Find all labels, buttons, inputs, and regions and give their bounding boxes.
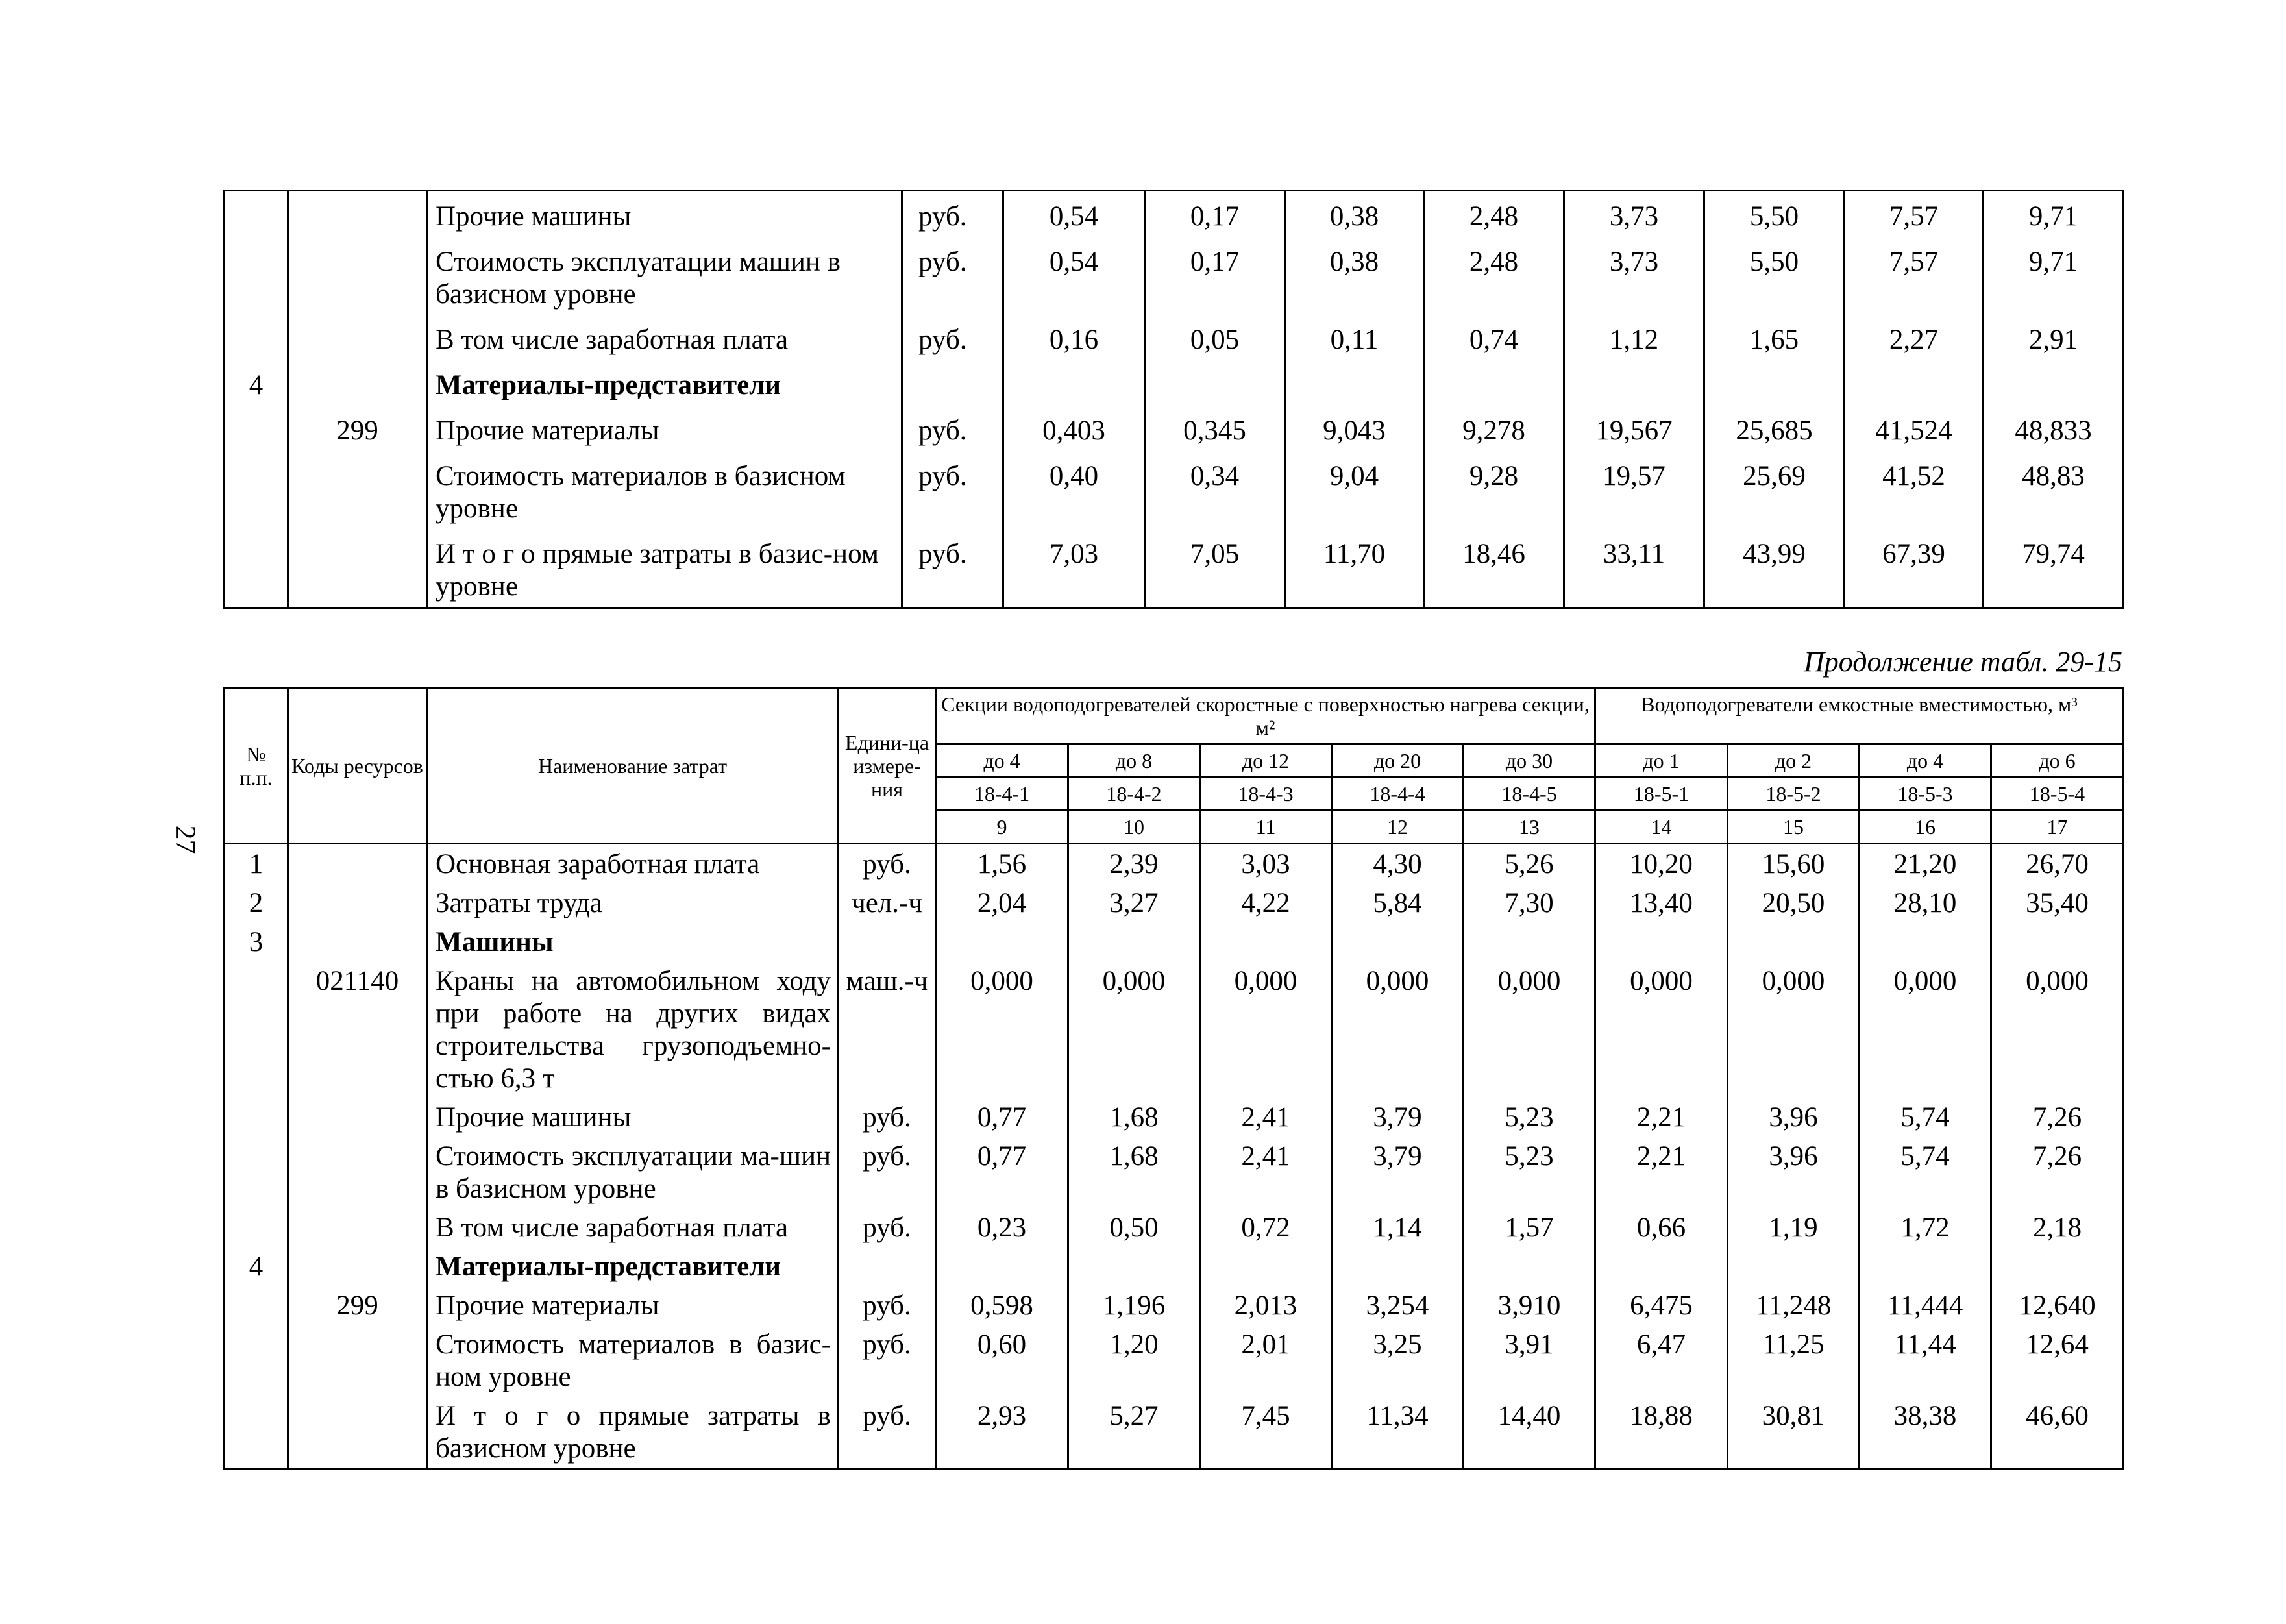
row-value: 0,54	[1003, 237, 1145, 315]
row-value: 5,74	[1860, 1137, 1991, 1208]
header-code: 18-5-1	[1595, 778, 1728, 811]
row-name-bold: Машины	[436, 927, 554, 957]
row-name: И т о г о прямые затраты в базисном уровне	[427, 1396, 839, 1469]
row-unit: руб.	[839, 1286, 936, 1325]
row-code	[288, 1098, 427, 1137]
header-col-number: 17	[1991, 811, 2124, 844]
row-value: 1,20	[1068, 1325, 1200, 1396]
row-value: 7,30	[1464, 883, 1595, 922]
row-value	[1068, 1247, 1200, 1286]
row-value	[1595, 922, 1728, 961]
row-name: Основная заработная плата	[427, 844, 839, 884]
row-unit: руб.	[839, 1325, 936, 1396]
row-unit: руб.	[902, 451, 1003, 529]
row-num: 4	[225, 1247, 288, 1286]
row-value	[1595, 1247, 1728, 1286]
row-value	[1860, 922, 1991, 961]
row-value: 0,11	[1285, 315, 1424, 360]
row-value: 5,84	[1332, 883, 1464, 922]
row-value: 43,99	[1704, 529, 1845, 608]
row-value	[1332, 922, 1464, 961]
row-value: 0,54	[1003, 191, 1145, 238]
row-value: 13,40	[1595, 883, 1728, 922]
header-col-number: 11	[1200, 811, 1332, 844]
page-number: 27	[169, 825, 202, 854]
row-value: 20,50	[1728, 883, 1860, 922]
row-value: 2,48	[1424, 237, 1564, 315]
table-row	[225, 1247, 2124, 1286]
row-num: 1	[225, 844, 288, 884]
row-unit: маш.-ч	[839, 961, 936, 1098]
row-value: 0,17	[1145, 191, 1285, 238]
header-col-number: 10	[1068, 811, 1200, 844]
table-row	[225, 1137, 2124, 1208]
row-value: 0,77	[936, 1098, 1068, 1137]
row-name-bold: Материалы-представители	[436, 370, 781, 400]
row-num	[225, 1286, 288, 1325]
row-value: 48,83	[1984, 451, 2124, 529]
row-value: 2,41	[1200, 1098, 1332, 1137]
header-codes: Коды ресурсов	[288, 688, 427, 844]
bottom-table	[223, 687, 2124, 1470]
row-name: Прочие материалы	[427, 1286, 839, 1325]
row-value	[1728, 1247, 1860, 1286]
row-num	[225, 1325, 288, 1396]
row-name: Прочие машины	[427, 1098, 839, 1137]
row-value: 0,38	[1285, 237, 1424, 315]
row-value: 2,21	[1595, 1098, 1728, 1137]
row-value	[1991, 1247, 2124, 1286]
row-code	[288, 883, 427, 922]
row-value: 5,27	[1068, 1396, 1200, 1469]
row-value: 33,11	[1564, 529, 1704, 608]
row-value: 6,47	[1595, 1325, 1728, 1396]
row-code	[288, 922, 427, 961]
row-num	[225, 961, 288, 1098]
row-value: 3,79	[1332, 1137, 1464, 1208]
row-value: 14,40	[1464, 1396, 1595, 1469]
row-value: 10,20	[1595, 844, 1728, 884]
row-value: 5,26	[1464, 844, 1595, 884]
row-value	[1200, 1247, 1332, 1286]
table-row	[225, 237, 2124, 315]
row-value: 3,25	[1332, 1325, 1464, 1396]
row-value: 11,34	[1332, 1396, 1464, 1469]
row-value: 0,000	[1728, 961, 1860, 1098]
row-value: 0,000	[936, 961, 1068, 1098]
header-size: до 6	[1991, 744, 2124, 778]
table-row	[225, 1098, 2124, 1137]
row-value: 3,73	[1564, 237, 1704, 315]
header-num: № п.п.	[225, 688, 288, 844]
row-value: 7,05	[1145, 529, 1285, 608]
row-num	[225, 315, 288, 360]
header-name: Наименование затрат	[427, 688, 839, 844]
row-value	[1200, 922, 1332, 961]
row-value: 3,79	[1332, 1098, 1464, 1137]
row-value: 0,72	[1200, 1208, 1332, 1247]
row-name: Прочие материалы	[427, 406, 902, 451]
row-value: 38,38	[1860, 1396, 1991, 1469]
row-code	[288, 529, 427, 608]
row-value: 0,38	[1285, 191, 1424, 238]
row-num	[225, 1396, 288, 1469]
row-value: 41,52	[1845, 451, 1984, 529]
header-code: 18-4-5	[1464, 778, 1595, 811]
row-code: 299	[288, 406, 427, 451]
row-unit: руб.	[839, 1137, 936, 1208]
row-code	[288, 315, 427, 360]
row-value: 1,56	[936, 844, 1068, 884]
row-value: 2,18	[1991, 1208, 2124, 1247]
row-value: 2,04	[936, 883, 1068, 922]
row-value: 9,278	[1424, 406, 1564, 451]
row-unit: руб.	[839, 1098, 936, 1137]
table-row	[225, 529, 2124, 608]
header-group-tanks: Водоподогреватели емкостные вместимостью, м³	[1595, 688, 2124, 744]
header-code: 18-4-1	[936, 778, 1068, 811]
row-unit: руб.	[902, 237, 1003, 315]
row-value: 15,60	[1728, 844, 1860, 884]
header-size: до 4	[1860, 744, 1991, 778]
row-code	[288, 1247, 427, 1286]
row-code: 021140	[288, 961, 427, 1098]
row-value: 7,26	[1991, 1098, 2124, 1137]
row-code	[288, 844, 427, 884]
row-code	[288, 1325, 427, 1396]
row-value	[1003, 360, 1145, 406]
row-value: 19,57	[1564, 451, 1704, 529]
row-value: 5,23	[1464, 1137, 1595, 1208]
row-value: 19,567	[1564, 406, 1704, 451]
row-value: 0,16	[1003, 315, 1145, 360]
row-value	[1464, 922, 1595, 961]
header-col-number: 16	[1860, 811, 1991, 844]
row-unit: руб.	[839, 1396, 936, 1469]
header-col-number: 12	[1332, 811, 1464, 844]
row-value: 46,60	[1991, 1396, 2124, 1469]
row-value: 2,48	[1424, 191, 1564, 238]
row-unit: руб.	[902, 529, 1003, 608]
row-value: 3,73	[1564, 191, 1704, 238]
row-value	[1984, 360, 2124, 406]
row-value	[1564, 360, 1704, 406]
row-value: 3,27	[1068, 883, 1200, 922]
row-value: 7,57	[1845, 191, 1984, 238]
table-row	[225, 883, 2124, 922]
header-group-sections: Секции водоподогревателей скоростные с поверхностью нагрева секции, м²	[936, 688, 1595, 744]
row-value: 3,03	[1200, 844, 1332, 884]
row-name: В том числе заработная плата	[427, 1208, 839, 1247]
row-num	[225, 1098, 288, 1137]
row-code	[288, 451, 427, 529]
row-code: 299	[288, 1286, 427, 1325]
table-row	[225, 406, 2124, 451]
table-row	[225, 1208, 2124, 1247]
row-value	[1464, 1247, 1595, 1286]
header-size: до 1	[1595, 744, 1728, 778]
row-num	[225, 1208, 288, 1247]
row-num	[225, 529, 288, 608]
row-name	[427, 1247, 839, 1286]
row-value: 0,34	[1145, 451, 1285, 529]
row-value: 2,01	[1200, 1325, 1332, 1396]
row-unit: руб.	[902, 315, 1003, 360]
header-col-number: 13	[1464, 811, 1595, 844]
row-value	[936, 922, 1068, 961]
row-value: 5,50	[1704, 191, 1845, 238]
table-row	[225, 844, 2124, 884]
row-value: 2,27	[1845, 315, 1984, 360]
row-value: 7,26	[1991, 1137, 2124, 1208]
row-value: 2,93	[936, 1396, 1068, 1469]
row-value	[1704, 360, 1845, 406]
row-value: 48,833	[1984, 406, 2124, 451]
row-value: 0,000	[1860, 961, 1991, 1098]
row-value: 9,71	[1984, 191, 2124, 238]
row-value: 0,598	[936, 1286, 1068, 1325]
table-row	[225, 1396, 2124, 1469]
row-value: 1,196	[1068, 1286, 1200, 1325]
row-value: 1,72	[1860, 1208, 1991, 1247]
row-unit: руб.	[902, 406, 1003, 451]
row-value: 1,12	[1564, 315, 1704, 360]
row-unit	[902, 360, 1003, 406]
header-code: 18-5-3	[1860, 778, 1991, 811]
row-value: 1,19	[1728, 1208, 1860, 1247]
row-value: 0,000	[1991, 961, 2124, 1098]
table-row	[225, 922, 2124, 961]
row-value	[1845, 360, 1984, 406]
row-value: 26,70	[1991, 844, 2124, 884]
row-value: 0,23	[936, 1208, 1068, 1247]
row-value: 67,39	[1845, 529, 1984, 608]
row-value: 9,04	[1285, 451, 1424, 529]
row-value: 0,77	[936, 1137, 1068, 1208]
row-value: 11,25	[1728, 1325, 1860, 1396]
row-value: 7,45	[1200, 1396, 1332, 1469]
header-size: до 8	[1068, 744, 1200, 778]
row-name: Краны на автомобильном ходу при работе на других видах строительства грузоподъемно-стью 6,3 т	[427, 961, 839, 1098]
row-name: Стоимость материалов в базис-ном уровне	[427, 1325, 839, 1396]
bottom-table-body	[225, 844, 2124, 1469]
row-num: 4	[225, 360, 288, 406]
row-value: 0,74	[1424, 315, 1564, 360]
header-col-number: 9	[936, 811, 1068, 844]
row-value: 0,345	[1145, 406, 1285, 451]
row-value: 0,403	[1003, 406, 1145, 451]
header-code: 18-4-3	[1200, 778, 1332, 811]
row-value	[1332, 1247, 1464, 1286]
row-code	[288, 1208, 427, 1247]
row-value	[1068, 922, 1200, 961]
row-value: 30,81	[1728, 1396, 1860, 1469]
row-value: 0,000	[1332, 961, 1464, 1098]
row-value	[1285, 360, 1424, 406]
row-name	[427, 360, 902, 406]
row-value: 5,23	[1464, 1098, 1595, 1137]
header-code: 18-4-2	[1068, 778, 1200, 811]
row-value	[1991, 922, 2124, 961]
row-value: 0,60	[936, 1325, 1068, 1396]
row-num	[225, 1137, 288, 1208]
row-name: В том числе заработная плата	[427, 315, 902, 360]
top-table	[223, 190, 2124, 609]
row-code	[288, 360, 427, 406]
row-value: 0,000	[1200, 961, 1332, 1098]
row-value: 1,65	[1704, 315, 1845, 360]
row-value: 28,10	[1860, 883, 1991, 922]
row-unit: руб.	[839, 1208, 936, 1247]
row-value: 41,524	[1845, 406, 1984, 451]
row-value: 11,444	[1860, 1286, 1991, 1325]
row-value: 3,254	[1332, 1286, 1464, 1325]
row-value: 12,64	[1991, 1325, 2124, 1396]
row-value: 0,05	[1145, 315, 1285, 360]
row-value: 5,74	[1860, 1098, 1991, 1137]
row-num	[225, 237, 288, 315]
table-row	[225, 360, 2124, 406]
row-value: 0,000	[1595, 961, 1728, 1098]
header-size: до 30	[1464, 744, 1595, 778]
row-value: 2,013	[1200, 1286, 1332, 1325]
row-value: 5,50	[1704, 237, 1845, 315]
row-num	[225, 406, 288, 451]
header-col-number: 15	[1728, 811, 1860, 844]
header-unit: Едини-ца измере-ния	[839, 688, 936, 844]
row-name: Прочие машины	[427, 191, 902, 238]
row-name: Затраты труда	[427, 883, 839, 922]
row-value: 35,40	[1991, 883, 2124, 922]
row-value: 2,41	[1200, 1137, 1332, 1208]
row-value: 4,22	[1200, 883, 1332, 922]
row-name-bold: Материалы-представители	[436, 1251, 781, 1282]
row-code	[288, 1137, 427, 1208]
header-code: 18-5-4	[1991, 778, 2124, 811]
table-row	[225, 1286, 2124, 1325]
row-value: 2,21	[1595, 1137, 1728, 1208]
header-code: 18-4-4	[1332, 778, 1464, 811]
header-size: до 20	[1332, 744, 1464, 778]
row-value: 9,71	[1984, 237, 2124, 315]
row-num: 2	[225, 883, 288, 922]
row-value: 79,74	[1984, 529, 2124, 608]
row-num	[225, 191, 288, 238]
row-value: 0,000	[1068, 961, 1200, 1098]
row-value	[1860, 1247, 1991, 1286]
row-value: 3,96	[1728, 1098, 1860, 1137]
row-value: 1,57	[1464, 1208, 1595, 1247]
header-size: до 2	[1728, 744, 1860, 778]
row-value	[1424, 360, 1564, 406]
top-table-body	[225, 191, 2124, 608]
row-code	[288, 237, 427, 315]
row-name: Стоимость материалов в базисном уровне	[427, 451, 902, 529]
row-value: 18,88	[1595, 1396, 1728, 1469]
table-row	[225, 961, 2124, 1098]
row-name: Стоимость эксплуатации ма-шин в базисном уровне	[427, 1137, 839, 1208]
row-unit: чел.-ч	[839, 883, 936, 922]
row-num	[225, 451, 288, 529]
row-num: 3	[225, 922, 288, 961]
header-size: до 4	[936, 744, 1068, 778]
row-value: 11,70	[1285, 529, 1424, 608]
row-name: И т о г о прямые затраты в базис-ном уровне	[427, 529, 902, 608]
row-value: 4,30	[1332, 844, 1464, 884]
row-name	[427, 922, 839, 961]
header-col-number: 14	[1595, 811, 1728, 844]
row-value: 0,40	[1003, 451, 1145, 529]
row-value: 25,69	[1704, 451, 1845, 529]
row-value: 0,17	[1145, 237, 1285, 315]
table-row	[225, 451, 2124, 529]
row-value: 7,57	[1845, 237, 1984, 315]
row-value: 0,66	[1595, 1208, 1728, 1247]
row-unit	[839, 922, 936, 961]
row-value: 11,248	[1728, 1286, 1860, 1325]
row-value: 25,685	[1704, 406, 1845, 451]
row-code	[288, 191, 427, 238]
row-value: 3,91	[1464, 1325, 1595, 1396]
row-value: 1,14	[1332, 1208, 1464, 1247]
row-value: 12,640	[1991, 1286, 2124, 1325]
row-value: 3,910	[1464, 1286, 1595, 1325]
row-value: 2,91	[1984, 315, 2124, 360]
row-unit: руб.	[839, 844, 936, 884]
table-row	[225, 315, 2124, 360]
row-value	[1728, 922, 1860, 961]
row-value: 18,46	[1424, 529, 1564, 608]
row-unit: руб.	[902, 191, 1003, 238]
row-value: 7,03	[1003, 529, 1145, 608]
row-code	[288, 1396, 427, 1469]
table-row	[225, 191, 2124, 238]
row-value: 3,96	[1728, 1137, 1860, 1208]
row-value: 2,39	[1068, 844, 1200, 884]
row-value: 1,68	[1068, 1098, 1200, 1137]
row-value: 9,043	[1285, 406, 1424, 451]
row-value: 6,475	[1595, 1286, 1728, 1325]
row-value: 21,20	[1860, 844, 1991, 884]
row-unit	[839, 1247, 936, 1286]
row-name: Стоимость эксплуатации машин в базисном уровне	[427, 237, 902, 315]
row-value	[1145, 360, 1285, 406]
table-row	[225, 1325, 2124, 1396]
row-value	[936, 1247, 1068, 1286]
header-size: до 12	[1200, 744, 1332, 778]
row-value: 0,50	[1068, 1208, 1200, 1247]
row-value: 0,000	[1464, 961, 1595, 1098]
row-value: 9,28	[1424, 451, 1564, 529]
table-caption: Продолжение табл. 29-15	[1804, 646, 2122, 678]
row-value: 11,44	[1860, 1325, 1991, 1396]
row-value: 1,68	[1068, 1137, 1200, 1208]
header-code: 18-5-2	[1728, 778, 1860, 811]
